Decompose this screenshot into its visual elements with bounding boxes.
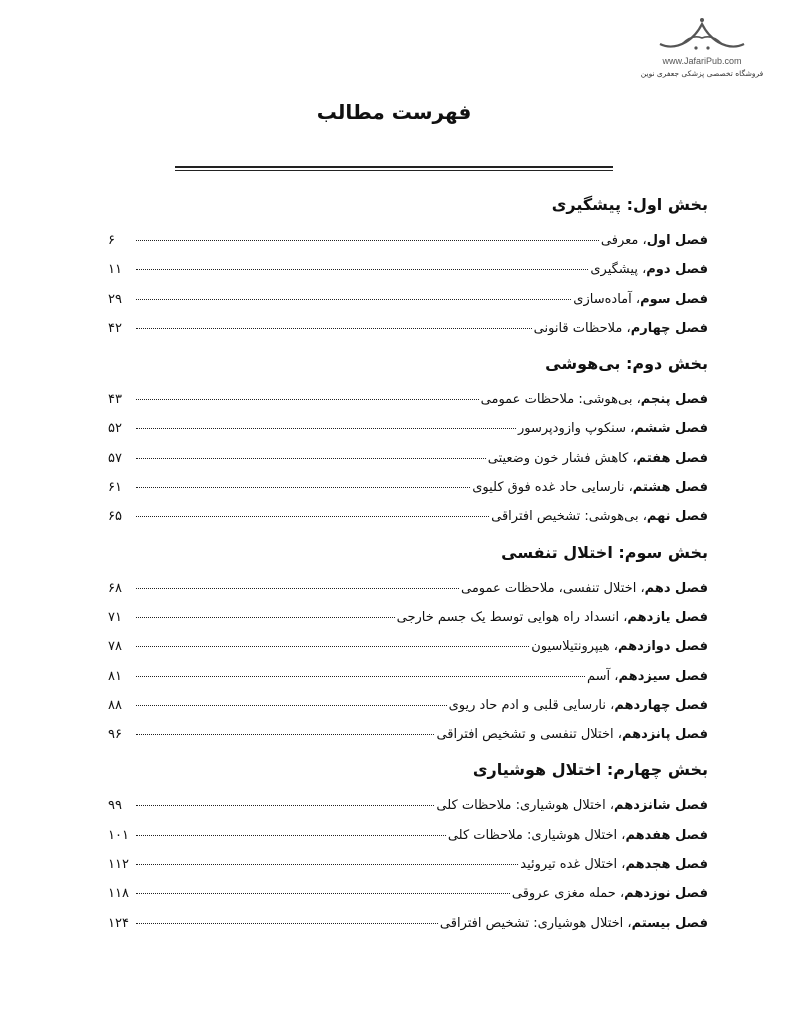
- chapter-number: فصل هشتم: [632, 480, 708, 496]
- part-heading: بخش اول: پیشگیری: [551, 195, 708, 214]
- page-number: ۱۱: [108, 262, 122, 278]
- chapter-number: فصل دهم: [644, 580, 708, 596]
- chapter-label: [512, 879, 708, 908]
- toc-entry[interactable]: [108, 632, 708, 661]
- chapter-number: فصل هفدهم: [625, 827, 708, 843]
- toc-entry[interactable]: [108, 791, 708, 820]
- chapter-label: [472, 473, 708, 502]
- chapter-label: [461, 574, 708, 603]
- page-number: ۵۲: [108, 421, 122, 437]
- chapter-label: [436, 791, 708, 820]
- dot-leader: [136, 646, 529, 647]
- part-heading: بخش سوم: اختلال تنفسی: [501, 542, 708, 562]
- page-number: ۵۷: [108, 450, 122, 466]
- logo-url: www.JafariPub.com: [662, 56, 742, 66]
- toc-entry[interactable]: [108, 414, 708, 443]
- dot-leader: [136, 428, 516, 429]
- chapter-list: [108, 574, 708, 750]
- chapter-label: [534, 314, 708, 343]
- logo-tagline: فروشگاه تخصصی پزشکی جعفری نوین: [640, 69, 764, 78]
- chapter-title: ، بی‌هوشی: ملاحظات عمومی: [480, 392, 641, 408]
- table-of-contents: [108, 192, 708, 946]
- chapter-label: [590, 255, 708, 284]
- toc-entry[interactable]: [108, 850, 708, 879]
- toc-entry[interactable]: [108, 285, 708, 314]
- chapter-label: [491, 502, 708, 531]
- chapter-title: ، اختلال تنفسی، ملاحظات عمومی: [461, 580, 645, 596]
- chapter-title: ، اختلال تنفسی و تشخیص افتراقی: [436, 727, 622, 743]
- toc-entry[interactable]: [108, 821, 708, 850]
- dot-leader: [136, 676, 585, 677]
- chapter-title: ، بی‌هوشی: تشخیص افتراقی: [491, 509, 647, 525]
- dot-leader: [136, 705, 447, 706]
- publisher-logo: [632, 14, 772, 94]
- toc-entry[interactable]: [108, 603, 708, 632]
- page-number: ۶۵: [108, 509, 122, 525]
- chapter-number: فصل نهم: [646, 509, 708, 525]
- chapter-number: فصل اول: [646, 233, 708, 248]
- chapter-number: فصل چهاردهم: [614, 697, 708, 713]
- page-number: ۹۹: [108, 798, 122, 814]
- dot-leader: [136, 328, 532, 329]
- chapter-number: فصل شانزدهم: [614, 798, 708, 814]
- chapter-number: فصل نوزدهم: [624, 886, 708, 902]
- chapter-title: ، اختلال هوشیاری: ملاحظات کلی: [436, 798, 615, 814]
- dot-leader: [136, 893, 510, 894]
- chapter-title: ، ملاحظات قانونی: [533, 320, 631, 336]
- chapter-title: ، آسم: [587, 668, 619, 684]
- chapter-label: [601, 226, 708, 255]
- chapter-number: فصل هجدهم: [625, 857, 708, 873]
- page-number: ۸۸: [108, 697, 122, 713]
- page-number: ۶: [108, 233, 115, 248]
- dot-leader: [136, 805, 434, 806]
- dot-leader: [136, 240, 599, 241]
- chapter-title: ، نارسایی قلبی و ادم حاد ریوی: [448, 697, 615, 713]
- chapter-title: ، انسداد راه هوایی توسط یک جسم خارجی: [396, 609, 628, 625]
- logo-mark-icon: [652, 14, 752, 54]
- part-heading: بخش دوم: بی‌هوشی: [545, 354, 708, 374]
- toc-entry[interactable]: [108, 226, 708, 255]
- part-heading: بخش چهارم: اختلال هوشیاری: [472, 760, 708, 780]
- page-number: ۷۱: [108, 609, 122, 625]
- page-number: ۲۹: [108, 291, 122, 307]
- dot-leader: [136, 516, 489, 517]
- page-number: ۱۱۲: [108, 857, 129, 873]
- chapter-title: ، اختلال هوشیاری: ملاحظات کلی: [447, 827, 626, 843]
- page-number: ۱۰۱: [108, 827, 129, 843]
- chapter-label: [520, 850, 708, 879]
- chapter-label: [531, 632, 708, 661]
- chapter-label: [440, 909, 708, 938]
- toc-entry[interactable]: [108, 502, 708, 531]
- chapter-number: فصل یازدهم: [627, 609, 708, 625]
- toc-entry[interactable]: [108, 444, 708, 473]
- chapter-title: ، اختلال هوشیاری: تشخیص افتراقی: [439, 915, 632, 931]
- dot-leader: [136, 617, 395, 618]
- chapter-title: ، هیپرونتیلاسیون: [531, 639, 618, 655]
- chapter-title: ، آماده‌سازی: [573, 291, 641, 307]
- dot-leader: [136, 864, 518, 865]
- chapter-label: [436, 720, 708, 749]
- dot-leader: [136, 835, 446, 836]
- dot-leader: [136, 399, 479, 400]
- page-number: ۷۸: [108, 639, 122, 655]
- chapter-label: [573, 285, 708, 314]
- chapter-title: ، نارسایی حاد غده فوق کلیوی: [472, 480, 633, 496]
- chapter-title: ، معرفی: [600, 233, 647, 248]
- chapter-number: فصل سیزدهم: [618, 668, 708, 684]
- toc-entry[interactable]: [108, 314, 708, 343]
- toc-entry[interactable]: [108, 385, 708, 414]
- chapter-title: ، اختلال غده تیروئید: [520, 857, 626, 873]
- dot-leader: [136, 487, 470, 488]
- chapter-number: فصل سوم: [640, 291, 708, 307]
- chapter-title: ، سنکوپ وازودپرسور: [518, 421, 635, 437]
- toc-entry[interactable]: [108, 879, 708, 908]
- chapter-label: [587, 662, 708, 691]
- page-number: ۶۱: [108, 480, 122, 496]
- toc-entry[interactable]: [108, 255, 708, 284]
- page-number: ۸۱: [108, 668, 122, 684]
- chapter-number: فصل چهارم: [630, 320, 708, 336]
- chapter-number: فصل پانزدهم: [621, 727, 708, 743]
- chapter-list: [108, 226, 708, 343]
- page-number: ۱۱۸: [108, 886, 129, 902]
- chapter-number: فصل ششم: [634, 421, 708, 437]
- toc-entry[interactable]: [108, 909, 708, 938]
- toc-entry[interactable]: [108, 662, 708, 691]
- chapter-label: [448, 821, 708, 850]
- page-number: ۴۲: [108, 320, 122, 336]
- dot-leader: [136, 734, 434, 735]
- chapter-title: ، حمله مغزی عروقی: [511, 886, 625, 902]
- title-divider: [175, 166, 613, 171]
- page-title: فهرست مطالب: [316, 100, 472, 124]
- chapter-label: [481, 385, 708, 414]
- dot-leader: [136, 923, 438, 924]
- chapter-list: [108, 791, 708, 937]
- page-number: ۹۶: [108, 727, 122, 743]
- chapter-label: [397, 603, 708, 632]
- toc-entry[interactable]: [108, 473, 708, 502]
- toc-entry[interactable]: [108, 720, 708, 749]
- chapter-number: فصل هفتم: [636, 450, 708, 466]
- chapter-label: [518, 414, 708, 443]
- chapter-number: فصل بیستم: [631, 915, 708, 931]
- dot-leader: [136, 299, 571, 300]
- page-number: ۱۲۴: [108, 915, 129, 931]
- chapter-number: فصل دوم: [646, 262, 708, 278]
- chapter-label: [449, 691, 708, 720]
- chapter-list: [108, 385, 708, 531]
- chapter-title: ، پیشگیری: [590, 262, 647, 278]
- page-number: ۶۸: [108, 580, 122, 596]
- chapter-label: [488, 444, 708, 473]
- dot-leader: [136, 269, 588, 270]
- chapter-number: فصل پنجم: [640, 392, 708, 408]
- page-number: ۴۳: [108, 392, 122, 408]
- dot-leader: [136, 588, 459, 589]
- toc-entry[interactable]: [108, 574, 708, 603]
- toc-entry[interactable]: [108, 691, 708, 720]
- chapter-title: ، کاهش فشار خون وضعیتی: [487, 450, 637, 466]
- chapter-number: فصل دوازدهم: [617, 639, 708, 655]
- dot-leader: [136, 458, 486, 459]
